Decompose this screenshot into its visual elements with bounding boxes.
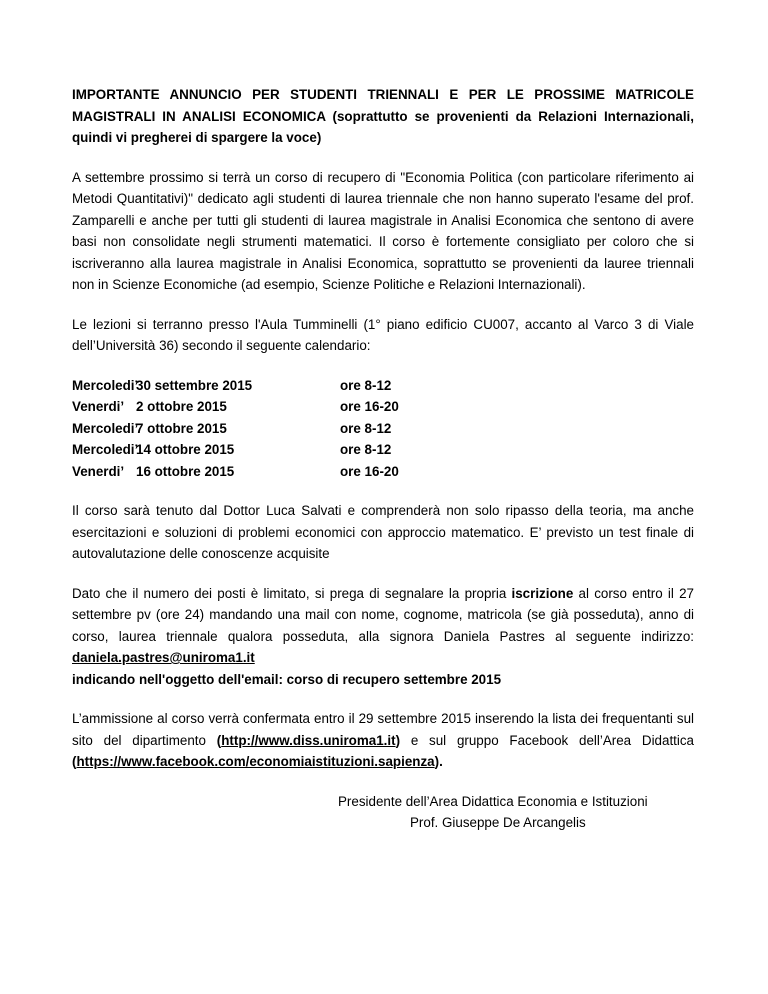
schedule-time: ore 8-12 — [340, 442, 392, 457]
schedule-day: Mercoledi’ — [72, 442, 139, 457]
schedule-row — [72, 396, 694, 418]
schedule-table — [72, 375, 694, 483]
admission-paragraph — [72, 708, 694, 773]
paren-close: ) — [395, 732, 401, 748]
registration-text: Dato che il numero dei posti è limitato, si prega di segnalare la propria — [72, 585, 512, 601]
schedule-day: Mercoledi’ — [72, 420, 139, 436]
location-paragraph: Le lezioni si terranno presso l'Aula Tumminelli (1° piano edificio CU007, accanto al Varco 3 di Viale dell’Università 36) secondo il seguente calendario: — [72, 316, 694, 353]
paren-open: ( — [216, 732, 222, 748]
announcement-title: IMPORTANTE ANNUNCIO PER STUDENTI TRIENNALI E PER LE PROSSIME MATRICOLE MAGISTRALI IN ANALISI ECONOMICA (soprattutto se provenienti da Relazioni Internazionali, quindi vi pregherei di spargere la voce) — [72, 87, 694, 145]
paren-open: ( — [72, 754, 77, 769]
schedule-date: 14 ottobre 2015 — [136, 442, 235, 457]
intro-paragraph: A settembre prossimo si terrà un corso di recupero di "Economia Politica (con particolare riferimento ai Metodi Quantitativi)" dedicato agli studenti di laurea triennale che non hanno superato l'esame del prof. Zamparelli e anche per tutti gli studenti di laurea magistrale in Analisi Economica che sentono di avere basi non consolidate negli strumenti matematici. Il corso è fortemente consigliato per coloro che si iscriveranno alla laurea magistrale in Analisi Economica, soprattutto se provenienti da lauree triennali non in Scienze Economiche (ad esempio, Scienze Politiche e Relazioni Internazionali). — [72, 169, 694, 292]
registration-keyword: iscrizione — [511, 585, 574, 601]
signature-block — [338, 791, 694, 834]
admission-text: L’ammissione al corso verrà confermata entro il 29 settembre 2015 inserendo la lista dei frequentanti sul sito del dipartimento — [72, 711, 694, 748]
announcement-page — [72, 70, 694, 834]
schedule-row — [72, 418, 694, 440]
schedule-row — [72, 375, 694, 397]
schedule-day: Venerdi’ — [72, 463, 125, 479]
instructor-paragraph: Il corso sarà tenuto dal Dottor Luca Salvati e comprenderà non solo ripasso della teoria, ma anche esercitazioni e soluzioni di problemi economici con approccio matematico. E’ previsto un test finale di autovalutazione delle conoscenze acquisite — [72, 503, 694, 561]
signature-name: Prof. Giuseppe De Arcangelis — [410, 815, 586, 830]
schedule-time: ore 16-20 — [340, 463, 399, 479]
schedule-day: Mercoledi’ — [72, 377, 139, 393]
paren-close: ). — [434, 754, 443, 769]
email-link[interactable]: daniela.pastres@uniroma1.it — [72, 650, 255, 665]
schedule-row — [72, 439, 694, 461]
schedule-date: 2 ottobre 2015 — [136, 399, 227, 414]
schedule-date: 7 ottobre 2015 — [136, 420, 227, 436]
admission-text-mid: e sul gruppo Facebook dell’Area Didattica — [400, 732, 694, 748]
schedule-date: 30 settembre 2015 — [136, 377, 253, 393]
schedule-time: ore 8-12 — [340, 377, 392, 393]
department-site-link[interactable]: http://www.diss.uniroma1.it — [221, 732, 396, 748]
signature-title: Presidente dell’Area Didattica Economia e Istituzioni — [338, 793, 648, 809]
registration-text-cont: al corso entro il 27 settembre pv (ore 24) mandando una mail con nome, cognome, matricola (se già posseduta), anno di corso, laurea triennale qualora posseduta, alla signora Daniela Pastres al seguente indirizzo: — [72, 585, 695, 644]
schedule-row — [72, 461, 694, 483]
schedule-day: Venerdi’ — [72, 399, 125, 414]
schedule-time: ore 8-12 — [340, 420, 392, 436]
schedule-date: 16 ottobre 2015 — [136, 463, 235, 479]
registration-paragraph — [72, 583, 694, 691]
schedule-time: ore 16-20 — [340, 399, 399, 414]
email-subject-line: indicando nell'oggetto dell'email: corso di recupero settembre 2015 — [72, 671, 502, 687]
facebook-group-link[interactable]: https://www.facebook.com/economiaistituzioni.sapienza — [76, 754, 435, 769]
